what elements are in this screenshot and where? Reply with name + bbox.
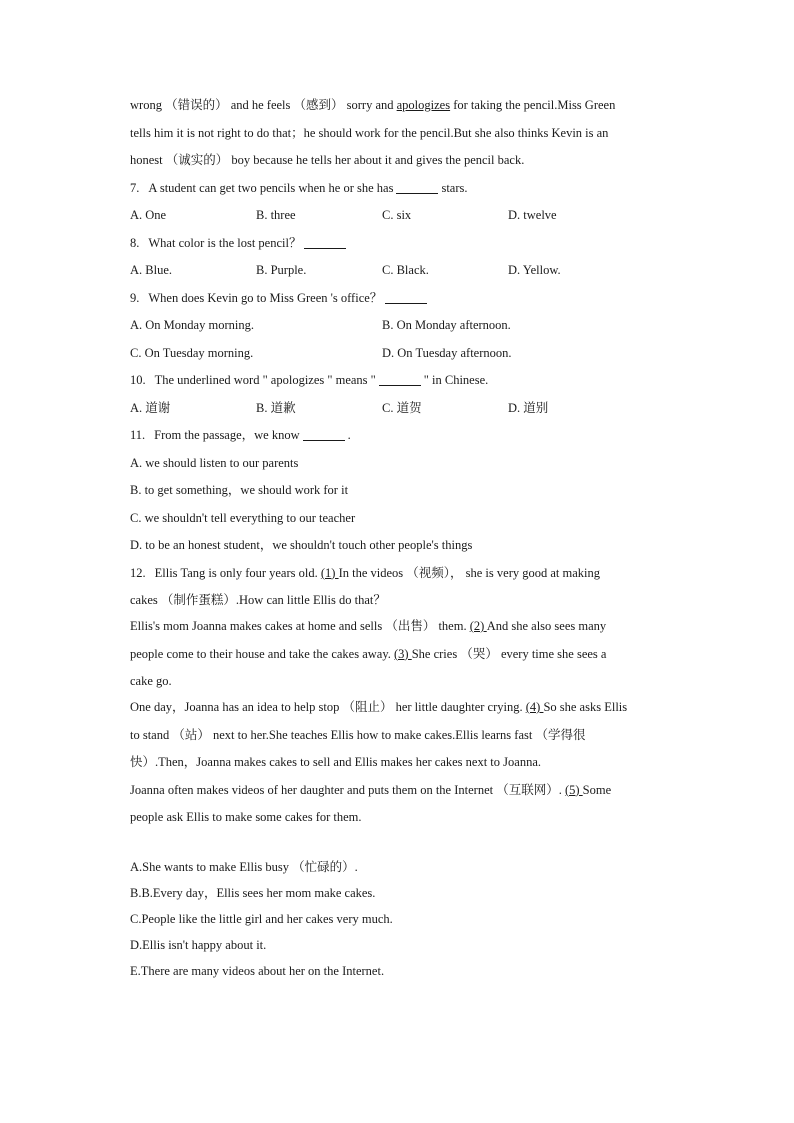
option[interactable]: D. On Tuesday afternoon. (382, 345, 512, 360)
option[interactable]: C. On Tuesday morning. (130, 345, 254, 360)
passage-line: wrong （错误的） and he feels （感到） sorry and apologizes for taking the pencil.Miss Green (130, 98, 616, 112)
question-12-line: 12. Ellis Tang is only four years old. (1) In the videos （视频）， she is very good at making (130, 565, 600, 580)
question-11: 11. From the passage，we know . (130, 428, 351, 442)
option[interactable]: B. to get something，we should work for it (130, 483, 349, 497)
option[interactable]: A. 道谢 (130, 400, 171, 415)
option[interactable]: B. Purple. (256, 263, 307, 277)
option[interactable]: B. 道歉 (256, 400, 296, 415)
answer-blank[interactable] (396, 181, 438, 194)
option[interactable]: A. One (130, 208, 167, 222)
option[interactable]: C. 道贺 (382, 400, 422, 415)
option[interactable]: B. On Monday afternoon. (382, 318, 511, 332)
option[interactable]: A. Blue. (130, 263, 173, 277)
option[interactable]: A. On Monday morning. (130, 318, 254, 332)
question-12-line: people come to their house and take the cakes away. (3) She cries （哭） every time she sees a (130, 646, 607, 661)
answer-blank[interactable] (303, 428, 345, 441)
option[interactable]: D. twelve (508, 208, 557, 222)
question-9-options-row2 (130, 340, 695, 368)
question-12-line: 快）.Then，Joanna makes cakes to sell and Ellis makes her cakes next to Joanna. (130, 755, 541, 769)
option[interactable]: A. we should listen to our parents (130, 455, 299, 470)
choice[interactable]: C.People like the little girl and her cakes very much. (130, 911, 393, 926)
option[interactable]: C. we shouldn't tell everything to our teacher (130, 510, 356, 525)
option[interactable]: D. Yellow. (508, 263, 561, 277)
question-12-line: to stand （站） next to her.She teaches Ellis how to make cakes.Ellis learns fast （学得很 (130, 727, 586, 742)
question-12-line: One day，Joanna has an idea to help stop （阻止） her little daughter crying. (4) So she asks Ellis (130, 700, 628, 714)
question-9: 9. When does Kevin go to Miss Green 's office？ (130, 285, 695, 313)
passage-line: honest （诚实的） boy because he tells her about it and gives the pencil back. (130, 153, 525, 167)
choice[interactable]: B.B.Every day，Ellis sees her mom make cakes. (130, 885, 376, 900)
question-12-line: cake go. (130, 674, 172, 688)
option[interactable]: D. 道别 (508, 400, 549, 415)
question-12-line: people ask Ellis to make some cakes for them. (130, 810, 362, 824)
answer-blank[interactable] (385, 291, 427, 304)
question-12-line: cakes （制作蛋糕）.How can little Ellis do that？ (130, 593, 386, 607)
choice[interactable]: D.Ellis isn't happy about it. (130, 937, 267, 952)
question-12-line: Ellis's mom Joanna makes cakes at home and sells （出售） them. (2) And she also sees many (130, 619, 607, 633)
question-12-choices (130, 854, 695, 984)
blank-marker[interactable]: (3) (394, 646, 412, 661)
passage-tail (130, 92, 695, 175)
question-7: 7. A student can get two pencils when he or she has stars. (130, 180, 468, 195)
question-9-options-row1 (130, 312, 695, 340)
passage-line: tells him it is not right to do that；he should work for the pencil.But she also thinks Kevin is an (130, 125, 609, 140)
option[interactable]: C. Black. (382, 263, 429, 277)
question-8-options (130, 257, 695, 285)
question-12-line: Joanna often makes videos of her daughter and puts them on the Internet （互联网）. (5) Some (130, 782, 612, 797)
question-7-options (130, 202, 695, 230)
question-10: 10. The underlined word " apologizes " means " " in Chinese. (130, 373, 489, 387)
option[interactable]: C. six (382, 208, 412, 222)
spacer (130, 832, 695, 854)
question-8: 8. What color is the lost pencil？ (130, 230, 695, 258)
blank-marker[interactable]: (4) (525, 700, 544, 714)
choice[interactable]: E.There are many videos about her on the Internet. (130, 963, 385, 978)
exam-page (130, 92, 695, 984)
blank-marker[interactable]: (1) (320, 565, 339, 580)
underlined-word: apologizes (396, 98, 451, 112)
option[interactable]: B. three (256, 208, 296, 222)
blank-marker[interactable]: (2) (469, 619, 487, 633)
answer-blank[interactable] (304, 236, 346, 249)
answer-blank[interactable] (379, 373, 421, 386)
question-10-options (130, 395, 695, 423)
blank-marker[interactable]: (5) (564, 782, 583, 797)
option[interactable]: D. to be an honest student，we shouldn't touch other people's things (130, 538, 473, 552)
choice[interactable]: A.She wants to make Ellis busy （忙碌的）. (130, 859, 358, 874)
